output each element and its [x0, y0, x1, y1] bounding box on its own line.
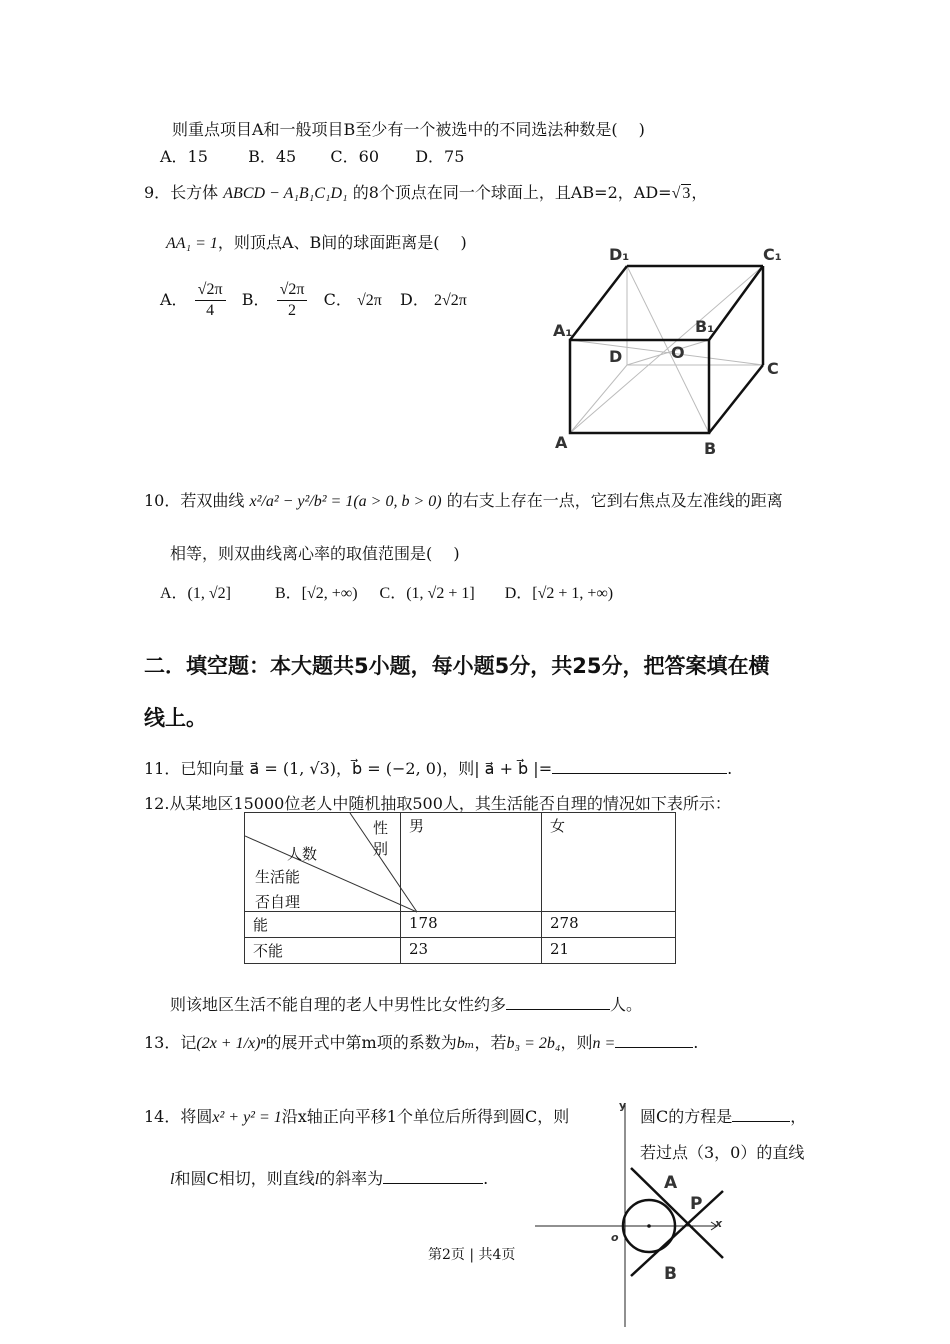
col-header-female: 女: [542, 813, 676, 912]
q13-mid: 的展开式中第m项的系数为: [265, 1033, 457, 1052]
q9-stem-middle: 的8个顶点在同一个球面上，且AB=2，AD=: [352, 183, 672, 202]
section2-title-line1: 二．填空题：本大题共5小题，每小题5分，共25分，把答案填在横: [144, 654, 770, 678]
q14-line3-end: 的斜率为: [319, 1169, 384, 1188]
q14-pre: 14．将圆: [144, 1107, 213, 1126]
q9-option-c: √2π: [356, 292, 382, 309]
header-self-care-2: 否自理: [255, 893, 301, 911]
q10-options: [160, 580, 613, 603]
q10-stem: [144, 488, 783, 511]
q9-option-b-denominator: 2: [287, 302, 296, 319]
q9-line2-text: ，则顶点A、B间的球面距离是( ): [217, 233, 467, 252]
q13-expression: (2x + 1/x)ⁿ: [196, 1035, 266, 1052]
circle-tangent-figure: [525, 1095, 740, 1335]
q11-end: .: [727, 759, 733, 778]
q9-options: [160, 280, 467, 321]
row-label: 不能: [245, 938, 401, 964]
label-a1: A₁: [553, 321, 573, 340]
q13-end: .: [693, 1033, 699, 1052]
q8-option-c: C．60: [330, 147, 380, 166]
q13-mid2: ，若: [474, 1033, 507, 1052]
label-o: O: [671, 343, 685, 362]
q14-line3: [170, 1166, 488, 1189]
q14-right1-end: ，: [790, 1107, 807, 1126]
q8-options: [160, 144, 464, 167]
q9-aa1: AA₁ = 1: [166, 235, 218, 252]
q14-equation-blank[interactable]: [732, 1107, 790, 1122]
q14-line3-text: 和圆C相切，则直线: [174, 1169, 315, 1188]
q10-option-c: C．(1, √2 + 1]: [379, 585, 475, 602]
q8-option-b: B．45: [248, 147, 297, 166]
q9-option-d: 2√2π: [433, 292, 467, 309]
q14-right1-text: 圆C的方程是: [640, 1107, 733, 1126]
q13-condition: b₃ = 2b₄: [506, 1035, 561, 1052]
q13-pre: 13．记: [144, 1033, 197, 1052]
circle-center: [647, 1224, 651, 1228]
header-count: 人数: [287, 845, 318, 863]
q12-after: [170, 992, 642, 1015]
q9-ad-value: 3: [682, 185, 691, 202]
label-b1: B₁: [695, 317, 715, 336]
q14-line-l: l: [170, 1171, 175, 1188]
q10-option-d: D．[√2 + 1, +∞): [504, 585, 614, 602]
cell-male: 178: [401, 912, 542, 938]
q13-n: n =: [592, 1035, 616, 1052]
cell-female: 21: [542, 938, 676, 964]
header-self-care-1: 生活能: [255, 868, 301, 886]
table-row: [245, 938, 676, 964]
cell-male: 23: [401, 938, 542, 964]
q13-answer-blank[interactable]: [615, 1033, 693, 1048]
q10-number: 10．若双曲线: [144, 491, 245, 510]
q13-mid3: ，则: [560, 1033, 593, 1052]
q8-option-a: A．15: [160, 147, 208, 166]
label-axis-y: y: [619, 1099, 627, 1112]
q10-stem-rest: 的右支上存在一点，它到右焦点及左准线的距离: [446, 491, 783, 510]
q12-table: [244, 812, 676, 964]
q12-stem: 12.从某地区15000位老人中随机抽取500人，其生活能否自理的情况如下表所示：: [144, 794, 731, 813]
q9-option-b-label: B．: [241, 290, 270, 309]
label-origin: o: [611, 1231, 619, 1244]
q9-option-a-label: A．: [160, 290, 188, 309]
q14-stem: [144, 1104, 569, 1127]
row-label: 能: [245, 912, 401, 938]
label-c: C: [767, 359, 779, 378]
q11-text: 11．已知向量 a⃗ = (1, √3)，b⃗ = (−2, 0)，则| a⃗ + b⃗ |=: [144, 759, 553, 778]
header-gender: 性别: [373, 819, 389, 858]
label-c1: C₁: [763, 245, 782, 264]
label-d1: D₁: [609, 245, 630, 264]
label-tangent-b: B: [664, 1264, 677, 1284]
q9-line2: [166, 230, 467, 253]
q9-number: 9．长方体: [144, 183, 219, 202]
col-header-male: 男: [401, 813, 542, 912]
q10-option-b: B．[√2, +∞): [275, 585, 358, 602]
q10-line2: 相等，则双曲线离心率的取值范围是( ): [170, 544, 460, 563]
q11-answer-blank[interactable]: [552, 759, 727, 774]
cuboid-hidden-lines: [570, 266, 763, 433]
table-diagonal-header: [245, 813, 401, 912]
q14-right2: 若过点（3，0）的直线: [640, 1143, 805, 1162]
q14-mid: 沿x轴正向平移1个单位后所得到圆C，则: [281, 1107, 570, 1126]
q14-slope-blank[interactable]: [383, 1169, 483, 1184]
q13-bm: bₘ: [456, 1035, 475, 1052]
q9-option-c-label: C．: [323, 290, 352, 309]
label-d: D: [609, 347, 623, 366]
label-tangent-a: A: [664, 1173, 678, 1193]
q11-stem: [144, 756, 732, 779]
table-row: [245, 912, 676, 938]
label-point-p: P: [690, 1194, 703, 1214]
q12-after-end: 人。: [610, 995, 643, 1014]
q9-solid-name: ABCD − A₁B₁C₁D₁: [223, 185, 348, 202]
q14-end: .: [483, 1169, 489, 1188]
q13-stem: [144, 1030, 698, 1053]
q12-answer-blank[interactable]: [506, 995, 610, 1010]
section2-title-line2: 线上。: [144, 706, 207, 730]
page-footer: 第2页 | 共4页: [428, 1247, 516, 1263]
label-axis-x: x: [715, 1217, 723, 1230]
label-a: A: [555, 433, 568, 452]
q14-circle-equation: x² + y² = 1: [212, 1109, 282, 1126]
q12-after-text: 则该地区生活不能自理的老人中男性比女性约多: [170, 995, 507, 1014]
q9-option-b: [277, 280, 308, 321]
q8-stem: 则重点项目A和一般项目B至少有一个被选中的不同选法种数是( ): [172, 120, 645, 139]
q9-option-a: [195, 280, 226, 321]
q14-line-l2: l: [314, 1171, 320, 1188]
cell-female: 278: [542, 912, 676, 938]
q9-option-a-numerator: √2π: [195, 280, 226, 301]
q9-option-d-label: D．: [400, 290, 429, 309]
label-b: B: [704, 439, 717, 458]
q9-stem: 9．长方体 ABCD − A₁B₁C₁D₁ 的8个顶点在同一个球面上，且AB=2，AD=√ 3，: [144, 183, 708, 202]
q9-option-a-denominator: 4: [206, 302, 215, 319]
q10-option-a: A．(1, √2]: [160, 585, 231, 602]
q8-option-d: D．75: [415, 147, 465, 166]
q10-hyperbola-equation: x²/a² − y²/b² = 1(a > 0, b > 0): [249, 493, 442, 510]
q9-option-b-numerator: √2π: [277, 280, 308, 301]
cuboid-figure: [545, 240, 795, 460]
